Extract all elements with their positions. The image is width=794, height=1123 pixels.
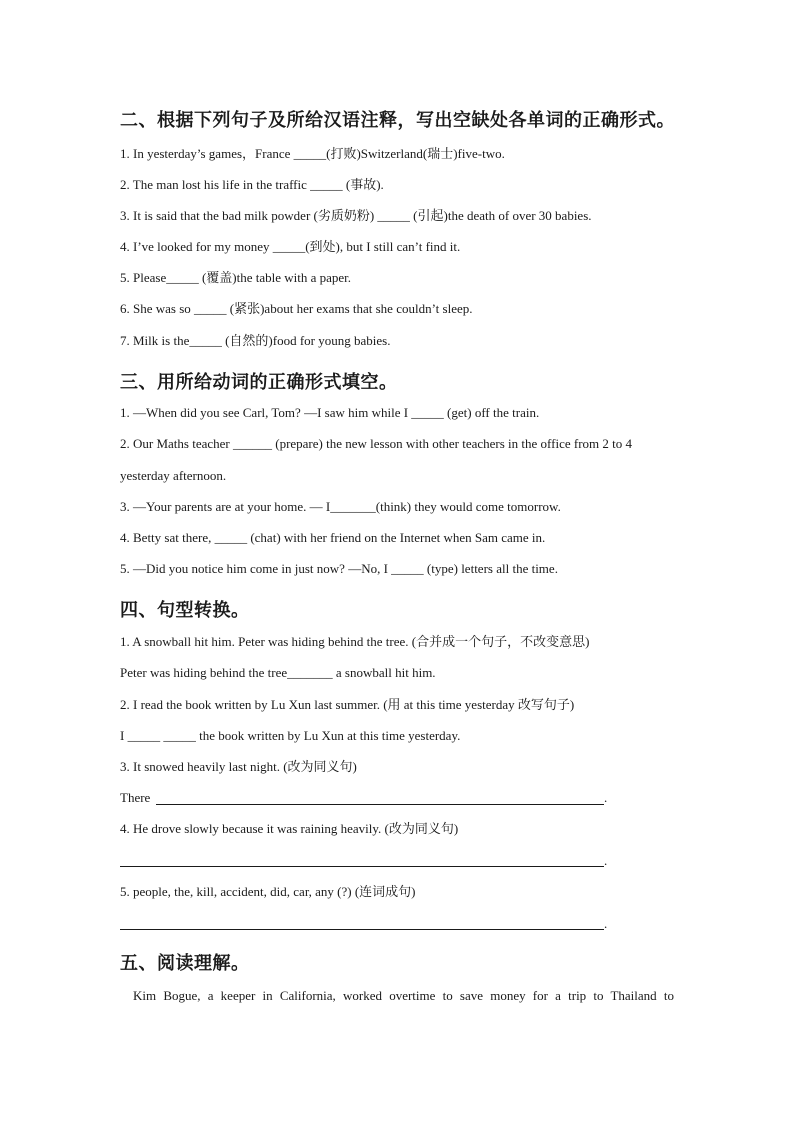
section3-item-5: 5. —Did you notice him come in just now? —No, I _____ (type) letters all the time. [120, 561, 558, 576]
section2-item-6: 6. She was so _____ (紧张)about her exams that she couldn’t sleep. [120, 301, 473, 316]
section4-answer-1: Peter was hiding behind the tree_______ a snowball hit him. [120, 665, 436, 680]
answer-3-period: . [604, 790, 608, 805]
section2-item-5: 5. Please_____ (覆盖)the table with a paper. [120, 270, 352, 285]
section3-heading: 三、用所给动词的正确形式填空。 [120, 372, 398, 393]
answer-4-period: . [604, 853, 608, 868]
section3-item-3: 3. —Your parents are at your home. — I_______(think) they would come tomorrow. [120, 499, 561, 514]
answer-3-blank-line [156, 804, 604, 805]
section4-heading: 四、句型转换。 [120, 600, 250, 621]
section3-item-1: 1. —When did you see Carl, Tom? —I saw him while I _____ (get) off the train. [120, 405, 540, 420]
section2-heading: 二、根据下列句子及所给汉语注释，写出空缺处各单词的正确形式。 [120, 110, 675, 131]
section4-question-5: 5. people, the, kill, accident, did, car, any (?) (连词成句) [120, 884, 416, 899]
section2-item-1: 1. In yesterday’s games，France _____(打败)Switzerland(瑞士)five-two. [120, 146, 505, 161]
section4-question-2: 2. I read the book written by Lu Xun last summer. (用 at this time yesterday 改写句子) [120, 697, 575, 712]
section4-question-4: 4. He drove slowly because it was raining heavily. (改为同义句) [120, 821, 459, 836]
section4-answer-2: I _____ _____ the book written by Lu Xun at this time yesterday. [120, 728, 461, 743]
section3-item-2-cont: yesterday afternoon. [120, 468, 227, 483]
section2-item-4: 4. I’ve looked for my money _____(到处), but I still can’t find it. [120, 239, 461, 254]
section4-question-1: 1. A snowball hit him. Peter was hiding behind the tree. (合并成一个句子，不改变意思) [120, 634, 590, 649]
section3-item-2: 2. Our Maths teacher ______ (prepare) the new lesson with other teachers in the office from 2 to 4 [120, 436, 633, 451]
answer-5-period: . [604, 916, 608, 931]
reading-passage-line-1: Kim Bogue, a keeper in California, worked overtime to save money for a trip to Thailand to [133, 988, 674, 1003]
answer-4-blank-line [120, 866, 604, 867]
section2-item-2: 2. The man lost his life in the traffic _____ (事故). [120, 177, 384, 192]
section2-item-7: 7. Milk is the_____ (自然的)food for young babies. [120, 333, 391, 348]
section4-answer-3-prefix: There [120, 790, 151, 805]
section4-question-3: 3. It snowed heavily last night. (改为同义句) [120, 759, 357, 774]
answer-5-blank-line [120, 929, 604, 930]
section3-item-4: 4. Betty sat there, _____ (chat) with her friend on the Internet when Sam came in. [120, 530, 546, 545]
section2-item-3: 3. It is said that the bad milk powder (劣质奶粉) _____ (引起)the death of over 30 babies. [120, 208, 592, 223]
section5-heading: 五、阅读理解。 [120, 953, 250, 974]
